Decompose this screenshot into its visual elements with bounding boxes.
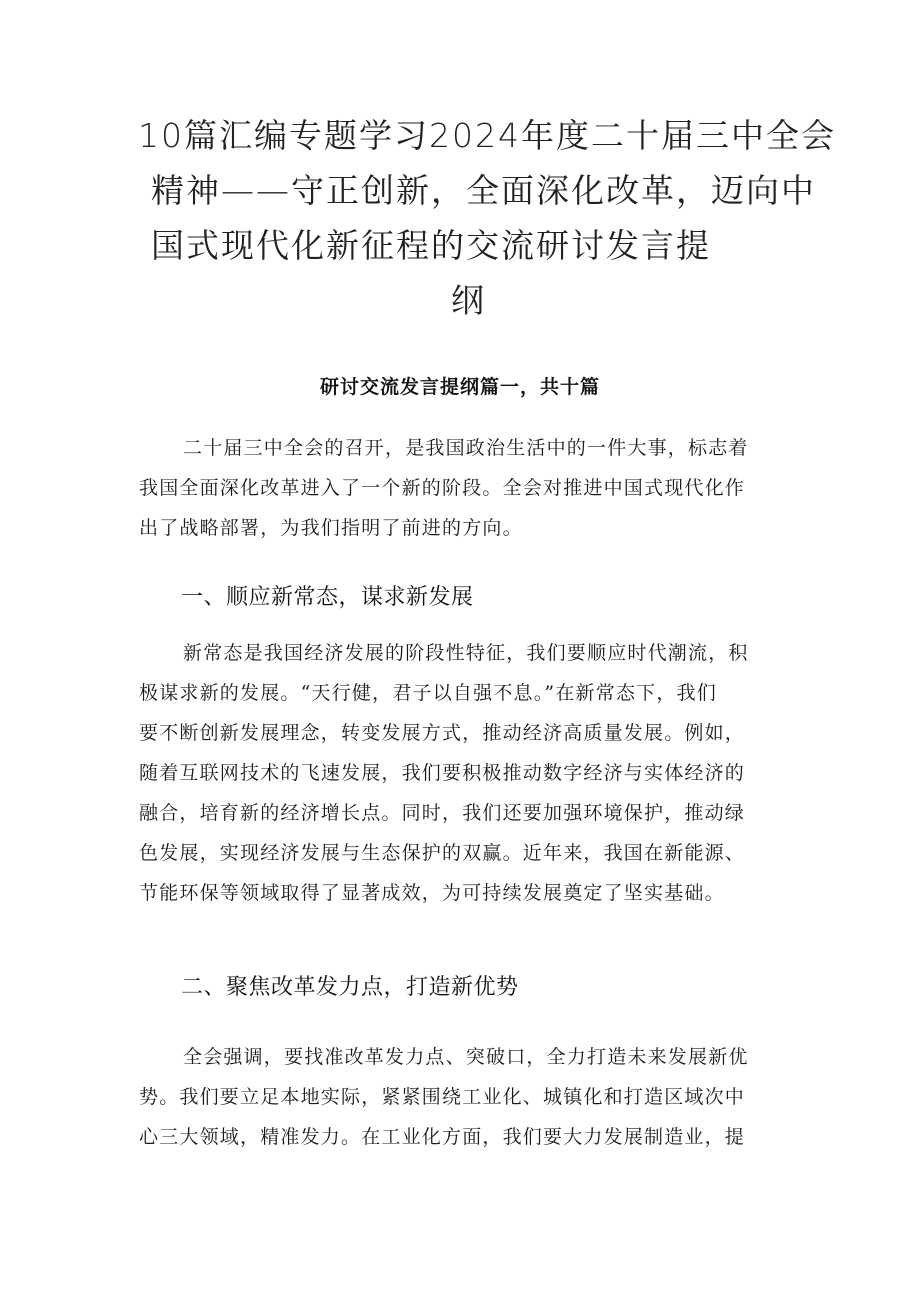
paragraph-line: 要不断创新发展理念，转变发展方式，推动经济高质量发展。例如， <box>139 722 746 744</box>
paragraph-line: 势。我们要立足本地实际，紧紧围绕工业化、城镇化和打造区域次中 <box>139 1086 746 1108</box>
paragraph-line: 随着互联网技术的飞速发展，我们要积极推动数字经济与实体经济的 <box>139 762 746 784</box>
title-line: 国式现代化新征程的交流研讨发言提 <box>151 226 711 265</box>
paragraph-line: 心三大领域，精准发力。在工业化方面，我们要大力发展制造业，提 <box>139 1126 746 1148</box>
title-line: 纲 <box>451 281 486 320</box>
intro-paragraph <box>139 428 789 548</box>
section2-paragraph <box>139 1037 789 1157</box>
title-line: 精神——守正创新，全面深化改革，迈向中 <box>151 171 816 210</box>
paragraph-line: 极谋求新的发展。“天行健，君子以自强不息。”在新常态下，我们 <box>139 682 717 704</box>
paragraph-line: 二十届三中全会的召开，是我国政治生活中的一件大事，标志着 <box>183 437 749 459</box>
paragraph-line: 色发展，实现经济发展与生态保护的双赢。近年来，我国在新能源、 <box>139 842 746 864</box>
paragraph-line: 节能环保等领域取得了显著成效，为可持续发展奠定了坚实基础。 <box>139 882 725 904</box>
section1-paragraph <box>139 633 789 913</box>
paragraph-line: 出了战略部署，为我们指明了前进的方向。 <box>139 517 523 539</box>
paragraph-line: 新常态是我国经济发展的阶段性特征，我们要顺应时代潮流，积 <box>183 642 749 664</box>
paragraph-line: 全会强调，要找准改革发力点、突破口，全力打造未来发展新优 <box>183 1046 749 1068</box>
document-title <box>120 108 836 328</box>
title-line: 10篇汇编专题学习2024年度二十届三中全会 <box>138 116 836 155</box>
document-subtitle: 研讨交流发言提纲篇一，共十篇 <box>319 376 600 398</box>
section-heading: 一、顺应新常态，谋求新发展 <box>181 585 474 610</box>
section-heading: 二、聚焦改革发力点，打造新优势 <box>181 975 519 1000</box>
paragraph-line: 我国全面深化改革进入了一个新的阶段。全会对推进中国式现代化作 <box>139 477 746 499</box>
paragraph-line: 融合，培育新的经济增长点。同时，我们还要加强环境保护，推动绿 <box>139 802 746 824</box>
